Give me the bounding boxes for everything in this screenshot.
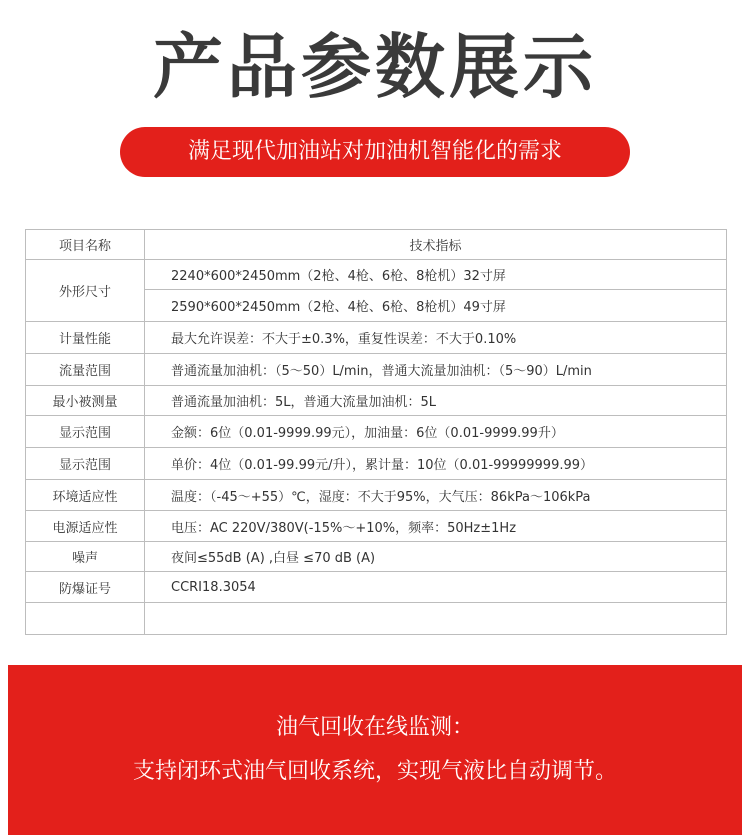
header-item-name: 项目名称 (26, 230, 145, 260)
row-label-empty (26, 603, 145, 635)
row-label-display-1: 显示范围 (26, 416, 145, 448)
row-value-empty (145, 603, 727, 635)
row-value-display-2: 单价：4位（0.01-99.99元/升），累计量：10位（0.01-99999999.99） (145, 448, 727, 480)
row-value-noise: 夜间≤55dB (A) ,白昼 ≤70 dB (A) (145, 542, 727, 572)
row-label-display-2: 显示范围 (26, 448, 145, 480)
table-row (26, 354, 727, 386)
spec-table (25, 229, 727, 635)
table-row (26, 260, 727, 290)
table-row (26, 386, 727, 416)
row-label-environment: 环境适应性 (26, 480, 145, 511)
table-row (26, 572, 727, 603)
table-header-row (26, 230, 727, 260)
table-row (26, 480, 727, 511)
row-value-min-measure: 普通流量加油机：5L，普通大流量加油机：5L (145, 386, 727, 416)
row-label-explosion: 防爆证号 (26, 572, 145, 603)
table-row-empty (26, 603, 727, 635)
banner-description: 支持闭环式油气回收系统，实现气液比自动调节。 (132, 759, 617, 784)
table-row (26, 322, 727, 354)
page-title: 产品参数展示 (153, 26, 597, 108)
table-row (26, 416, 727, 448)
header-spec: 技术指标 (145, 230, 727, 260)
subtitle-badge: 满足现代加油站对加油机智能化的需求 (120, 127, 630, 177)
row-value-explosion: CCRI18.3054 (145, 572, 727, 603)
row-label-power: 电源适应性 (26, 511, 145, 542)
table-row (26, 542, 727, 572)
row-value-metering: 最大允许误差：不大于±0.3%，重复性误差：不大于0.10% (145, 322, 727, 354)
table-row (26, 511, 727, 542)
row-label-min-measure: 最小被测量 (26, 386, 145, 416)
row-value-display-1: 金额：6位（0.01-9999.99元），加油量：6位（0.01-9999.99升） (145, 416, 727, 448)
row-value-environment: 温度：（-45～+55）℃，湿度：不大于95%，大气压：86kPa～106kPa (145, 480, 727, 511)
row-value-power: 电压：AC 220V/380V(-15%～+10%，频率：50Hz±1Hz (145, 511, 727, 542)
banner-heading: 油气回收在线监测： (275, 715, 474, 740)
table-row (26, 448, 727, 480)
row-label-size: 外形尺寸 (26, 260, 145, 322)
feature-banner (8, 665, 742, 835)
row-value-size-1: 2240*600*2450mm（2枪、4枪、6枪、8枪机）32寸屏 (145, 260, 727, 290)
row-value-flow: 普通流量加油机：（5～50）L/min，普通大流量加油机：（5～90）L/min (145, 354, 727, 386)
row-label-metering: 计量性能 (26, 322, 145, 354)
row-value-size-2: 2590*600*2450mm（2枪、4枪、6枪、8枪机）49寸屏 (145, 290, 727, 322)
row-label-flow: 流量范围 (26, 354, 145, 386)
row-label-noise: 噪声 (26, 542, 145, 572)
